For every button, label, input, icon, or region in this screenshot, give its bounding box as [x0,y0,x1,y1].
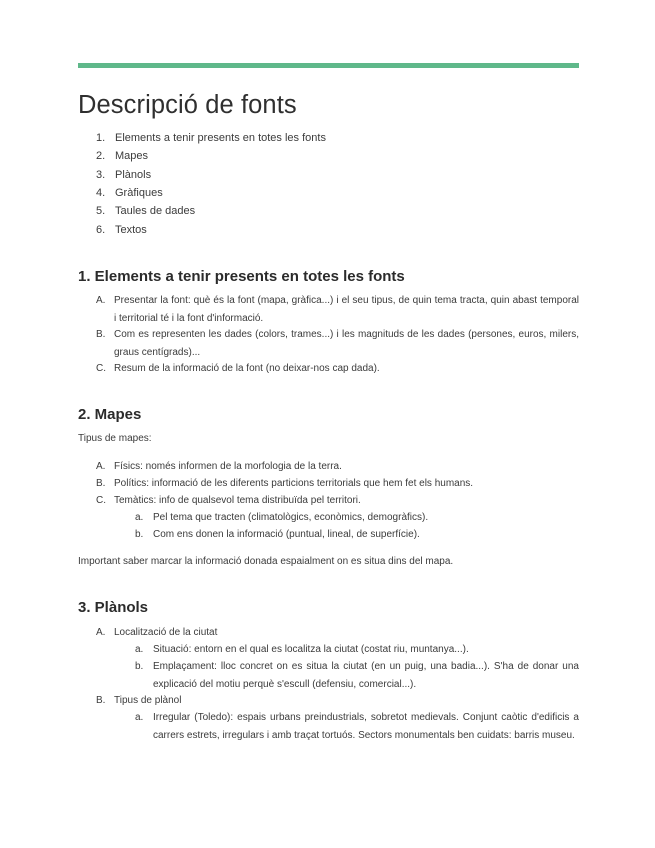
list-marker: B. [96,329,106,340]
toc-item[interactable] [96,168,151,182]
list-item-text: Pel tema que tracten (climatològics, econòmics, demogràfics). [153,512,429,523]
toc-number: 5. [96,205,106,217]
list-item-text: Com ens donen la informació (puntual, lineal, de superfície). [153,529,420,540]
list-item-text: Polítics: informació de les diferents particions territorials que hem fet els humans. [114,478,474,489]
list-marker: B. [96,478,106,489]
list-item-text: Situació: entorn en el qual es localitza la ciutat (costat riu, muntanya...). [153,644,469,655]
list-item-text: Físics: només informen de la morfologia de la terra. [114,461,342,472]
list-item-text: Temàtics: info de qualsevol tema distribuïda pel territori. [114,495,361,506]
toc-item[interactable] [96,131,326,145]
toc-number: 4. [96,187,106,199]
toc-label: Textos [115,224,147,236]
list-marker: a. [135,644,144,655]
list-item-text: Irregular (Toledo): espais urbans preindustrials, sobretot medievals. Conjunt caòtic d'edificis a carrers estrets, irregulars i amb traçat tortuós. Sectors monumentals ben cuidats: barris museu. [153,712,579,741]
toc-label: Plànols [115,169,152,181]
section-intro: Tipus de mapes: [78,433,152,444]
page-title: Descripció de fonts [78,91,297,119]
toc-label: Taules de dades [115,205,196,217]
list-item-text: Presentar la font: què és la font (mapa, gràfica...) i el seu tipus, de quin tema tracta, quin abast temporal i territorial té i la font d'informació. [114,295,579,324]
list-marker: A. [96,461,106,472]
section-heading-planols: 3. Plànols [78,599,149,616]
section-heading-mapes: 2. Mapes [78,406,142,423]
toc-item[interactable] [96,223,147,237]
toc-number: 2. [96,150,106,162]
toc-item[interactable] [96,149,148,163]
list-marker: A. [96,627,106,638]
list-marker: A. [96,295,106,306]
list-marker: a. [135,512,144,523]
toc-item[interactable] [96,186,163,200]
toc-label: Gràfiques [115,187,163,199]
list-marker: C. [96,495,106,506]
list-marker: b. [135,661,144,672]
section-heading-elements: 1. Elements a tenir presents en totes les fonts [78,268,405,285]
list-marker: B. [96,695,106,706]
list-item-text: Emplaçament: lloc concret on es situa la ciutat (en un puig, una badia...). S'ha de donar una explicació del motiu perquè s'escull (defensiu, comercial...). [153,661,579,690]
toc-number: 1. [96,132,106,144]
toc-item[interactable] [96,204,195,218]
list-item-text: Com es representen les dades (colors, trames...) i les magnituds de les dades (persones, euros, milers, graus centígrads)... [114,329,579,358]
list-item-text: Resum de la informació de la font (no deixar-nos cap dada). [114,363,380,374]
list-item-text: Tipus de plànol [114,695,182,706]
header-accent-rule [78,63,579,68]
list-marker: C. [96,363,106,374]
toc-label: Elements a tenir presents en totes les fonts [115,132,326,144]
toc-number: 6. [96,224,106,236]
list-marker: a. [135,712,144,723]
toc-number: 3. [96,169,106,181]
toc-label: Mapes [115,150,149,162]
section-note: Important saber marcar la informació donada espaialment on es situa dins del mapa. [78,556,454,567]
list-marker: b. [135,529,144,540]
list-item-text: Localització de la ciutat [114,627,218,638]
